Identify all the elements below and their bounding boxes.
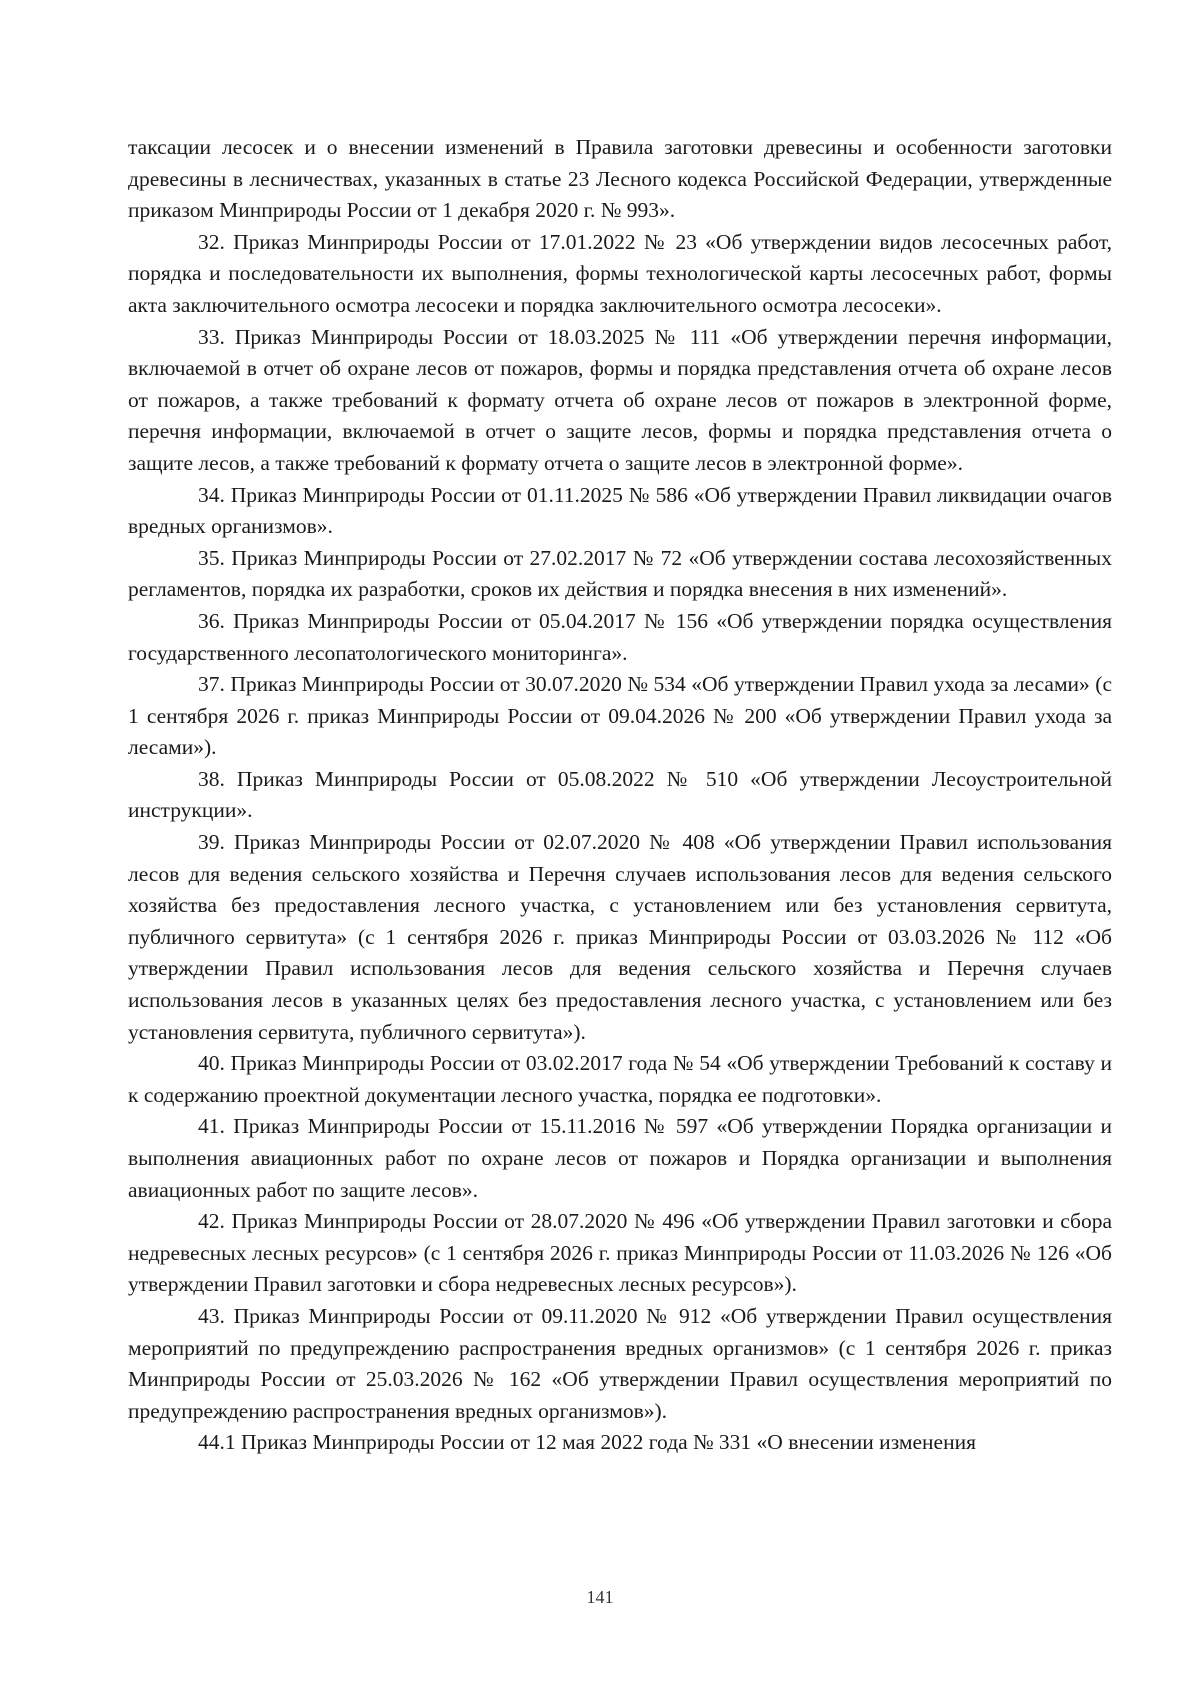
paragraph-item-32: 32. Приказ Минприроды России от 17.01.2022 № 23 «Об утверждении видов лесосечных работ, порядка и последовательности их выполнения, формы технологической карты лесосечных работ, формы акта заключительного осмотра лесосеки и порядка заключительного осмотра лесосеки».: [128, 229, 1112, 317]
page-number: 141: [586, 1587, 614, 1607]
paragraph-item-34: 34. Приказ Минприроды России от 01.11.2025 № 586 «Об утверждении Правил ликвидации очагов вредных организмов».: [128, 482, 1112, 539]
paragraph-item-43: 43. Приказ Минприроды России от 09.11.2020 № 912 «Об утверждении Правил осуществления мероприятий по предупреждению распространения вредных организмов» (с 1 сентября 2026 г. приказ Минприроды России от 25.03.2026 № 162 «Об утверждении Правил осуществления мероприятий по предупреждению распространения вредных организмов»).: [128, 1303, 1112, 1423]
paragraph-item-38: 38. Приказ Минприроды России от 05.08.2022 № 510 «Об утверждении Лесоустроительной инструкции».: [128, 766, 1112, 823]
paragraph-item-40: 40. Приказ Минприроды России от 03.02.2017 года № 54 «Об утверждении Требований к составу и к содержанию проектной документации лесного участка, порядка ее подготовки».: [128, 1051, 1112, 1107]
paragraph-item-35: 35. Приказ Минприроды России от 27.02.2017 № 72 «Об утверждении состава лесохозяйственных регламентов, порядка их разработки, сроков их действия и порядка внесения в них изменений».: [128, 545, 1112, 602]
paragraph-item-42: 42. Приказ Минприроды России от 28.07.2020 № 496 «Об утверждении Правил заготовки и сбора недревесных лесных ресурсов» (с 1 сентября 2026 г. приказ Минприроды России от 11.03.2026 № 126 «Об утверждении Правил заготовки и сбора недревесных лесных ресурсов»).: [128, 1209, 1112, 1297]
paragraph-item-44: 44.1 Приказ Минприроды России от 12 мая 2022 года № 331 «О внесении изменения: [198, 1430, 976, 1455]
paragraph-item-36: 36. Приказ Минприроды России от 05.04.2017 № 156 «Об утверждении порядка осуществления государственного лесопатологического мониторинга».: [128, 608, 1112, 665]
document-body: [128, 132, 1112, 1459]
paragraph-item-41: 41. Приказ Минприроды России от 15.11.2016 № 597 «Об утверждении Порядка организации и выполнения авиационных работ по охране лесов от пожаров и Порядка организации и выполнения авиационных работ по защите лесов».: [128, 1114, 1112, 1202]
paragraph-item-39: 39. Приказ Минприроды России от 02.07.2020 № 408 «Об утверждении Правил использования лесов для ведения сельского хозяйства и Перечня случаев использования лесов для ведения сельского хозяйства без предоставления лесного участка, с установлением или без установления сервитута, публичного сервитута» (с 1 сентября 2026 г. приказ Минприроды России от 03.03.2026 № 112 «Об утверждении Правил использования лесов для ведения сельского хозяйства и Перечня случаев использования лесов в указанных целях без предоставления лесного участка, с установлением или без установления сервитута, публичного сервитута»).: [128, 830, 1112, 1044]
paragraph-item-37: 37. Приказ Минприроды России от 30.07.2020 № 534 «Об утверждении Правил ухода за лесами» (с 1 сентября 2026 г. приказ Минприроды России от 09.04.2026 № 200 «Об утверждении Правил ухода за лесами»).: [128, 672, 1112, 760]
paragraph-item-33: 33. Приказ Минприроды России от 18.03.2025 № 111 «Об утверждении перечня информации, включаемой в отчет об охране лесов от пожаров, формы и порядка представления отчета об охране лесов от пожаров, а также требований к формату отчета об охране лесов от пожаров в электронной форме, перечня информации, включаемой в отчет о защите лесов, формы и порядка представления отчета о защите лесов, а также требований к формату отчета о защите лесов в электронной форме».: [128, 324, 1112, 475]
paragraph-continuation: таксации лесосек и о внесении изменений в Правила заготовки древесины и особенности заготовки древесины в лесничествах, указанных в статье 23 Лесного кодекса Российской Федерации, утвержденные приказом Минприроды России от 1 декабря 2020 г. № 993».: [128, 135, 1112, 223]
